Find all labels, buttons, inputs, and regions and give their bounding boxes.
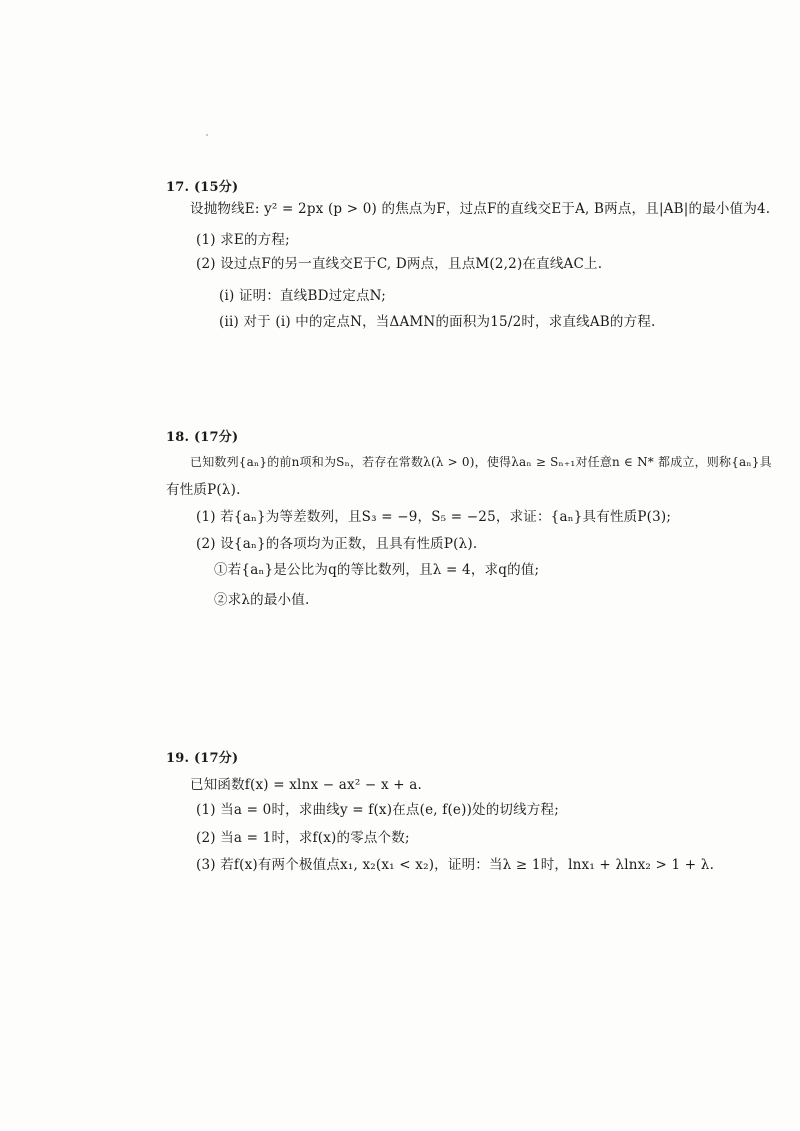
problem-18-stem-line1: 已知数列{aₙ}的前n项和为Sₙ，若存在常数λ(λ > 0)，使得λaₙ ≥ Sₙ₊₁对任意n ∈ N* 都成立，则称{aₙ}具 xyxy=(190,455,772,469)
problem-19-part1: (1) 当a = 0时，求曲线y = f(x)在点(e, f(e))处的切线方程; xyxy=(196,802,559,818)
problem-17-stem: 设抛物线E: y² = 2px (p > 0) 的焦点为F，过点F的直线交E于A, B两点，且|AB|的最小值为4. xyxy=(190,201,771,217)
problem-17-sub-i: (i) 证明：直线BD过定点N; xyxy=(219,288,386,304)
problem-18-part2: (2) 设{aₙ}的各项均为正数，且具有性质P(λ). xyxy=(196,536,478,552)
scan-speck xyxy=(206,134,208,136)
problem-19-header: 19. (17分) xyxy=(166,751,239,766)
problem-17-part2: (2) 设过点F的另一直线交E于C, D两点，且点M(2,2)在直线AC上. xyxy=(196,256,603,272)
problem-17-header: 17. (15分) xyxy=(166,180,239,195)
problem-19-part2: (2) 当a = 1时，求f(x)的零点个数; xyxy=(196,830,410,846)
problem-18-part1: (1) 若{aₙ}为等差数列，且S₃ = −9，S₅ = −25，求证：{aₙ}具有性质P(3); xyxy=(196,509,672,525)
problem-19-part3: (3) 若f(x)有两个极值点x₁, x₂(x₁ < x₂)，证明：当λ ≥ 1时，lnx₁ + λlnx₂ > 1 + λ. xyxy=(196,857,715,873)
problem-18-stem-line2: 有性质P(λ). xyxy=(166,482,241,498)
problem-17-sub-ii: (ii) 对于 (i) 中的定点N，当ΔAMN的面积为15/2时，求直线AB的方程. xyxy=(219,314,656,330)
problem-17-part1: (1) 求E的方程; xyxy=(196,232,290,248)
problem-18-header: 18. (17分) xyxy=(166,430,239,445)
problem-19-stem: 已知函数f(x) = xlnx − ax² − x + a. xyxy=(190,777,422,793)
problem-18-circle2: ②求λ的最小值. xyxy=(214,592,310,608)
problem-18-circle1: ①若{aₙ}是公比为q的等比数列，且λ = 4，求q的值; xyxy=(214,562,540,578)
